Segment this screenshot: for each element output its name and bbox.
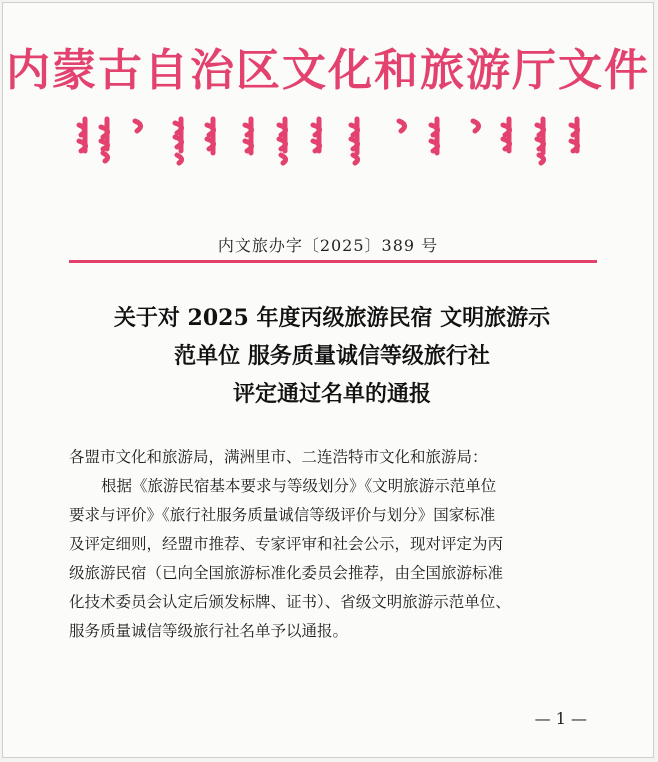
document-title — [43, 299, 621, 413]
paragraph-line: 服务质量诚信等级旅行社名单予以通报。 — [69, 622, 349, 640]
paragraph-line: 级旅游民宿（已向全国旅游标准化委员会推荐，由全国旅游标准 — [69, 564, 504, 582]
document-body — [69, 443, 609, 646]
red-divider-line — [69, 260, 597, 263]
title-line: 范单位 服务质量诚信等级旅行社 — [174, 343, 490, 369]
title-line: 关于对 2025 年度丙级旅游民宿 文明旅游示 — [113, 305, 551, 331]
paragraph-line: 及评定细则，经盟市推荐、专家评审和社会公示，现对评定为丙 — [69, 535, 504, 553]
page-number: — 1 — — [534, 709, 587, 728]
document-number: 内文旅办字〔2025〕389 号 — [217, 236, 439, 255]
addressee: 各盟市文化和旅游局，满洲里市、二连浩特市文化和旅游局： — [69, 448, 488, 466]
mongolian-script-line — [73, 109, 593, 169]
title-line: 评定通过名单的通报 — [232, 381, 431, 407]
paragraph-line: 化技术委员会认定后颁发标牌、证书）、省级文明旅游示范单位、 — [69, 593, 511, 611]
document-page — [2, 2, 654, 758]
paragraph-line: 根据《旅游民宿基本要求与等级划分》《文明旅游示范单位 — [101, 477, 497, 495]
document-header-title: 内蒙古自治区文化和旅游厅文件 — [6, 45, 650, 96]
paragraph-line: 要求与评价》《旅行社服务质量诚信等级评价与划分》国家标准 — [69, 506, 496, 524]
